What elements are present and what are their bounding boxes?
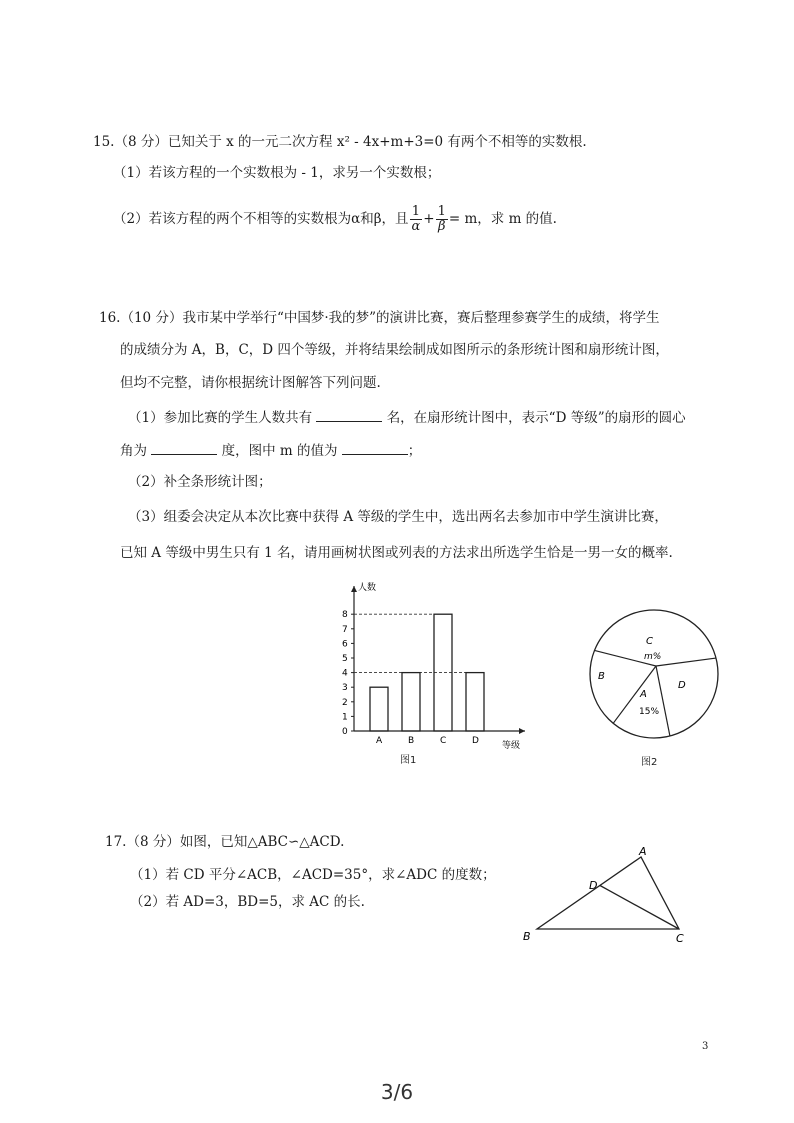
q15-plus: + (423, 211, 435, 227)
q15-part2-pre: （2）若该方程的两个不相等的实数根为α和β，且 (113, 211, 409, 227)
q16-part2: （2）补全条形统计图； (128, 474, 272, 490)
y-tick-label: 1 (342, 712, 348, 723)
bar-chart-title: 图1 (400, 755, 417, 766)
x-axis-label: 等级 (502, 741, 521, 751)
q16-line3: 但均不完整，请你根据统计图解答下列问题. (120, 375, 381, 391)
pie-label-A: A (640, 689, 647, 700)
answer-blank-m[interactable] (342, 440, 408, 455)
q15-frac-beta (436, 205, 448, 234)
y-tick-label: 0 (342, 727, 348, 737)
q16-line2: 的成绩分为 A，B，C，D 四个等级，并将结果绘制成如图所示的条形统计图和扇形统计图， (120, 342, 669, 358)
bar-chart (330, 578, 540, 758)
y-tick-label: 2 (342, 697, 348, 708)
q15-frac1-num: 1 (410, 205, 423, 220)
q16-part1-text-e: ； (407, 443, 422, 459)
bar-D (466, 673, 484, 731)
y-tick-label: 6 (342, 639, 348, 650)
x-axis-arrow (519, 728, 525, 734)
q15-frac-alpha (410, 205, 423, 234)
q15-frac1-den: α (411, 219, 421, 234)
q17-part2: （2）若 AD=3，BD=5，求 AC 的长. (130, 894, 365, 910)
label-d: D (589, 879, 598, 892)
y-tick-label: 7 (342, 624, 348, 635)
page-number: 3 (702, 1041, 709, 1052)
answer-blank-total[interactable] (316, 407, 382, 422)
y-axis-label: 人数 (358, 583, 377, 593)
q15-part1: （1）若该方程的一个实数根为 - 1，求另一个实数根； (113, 165, 441, 181)
x-tick-label: A (376, 736, 383, 746)
bar-A (370, 687, 388, 731)
q16-part1-text-d: 度，图中 m 的值为 (221, 443, 338, 459)
pie-outline (590, 610, 718, 738)
pie-chart-title: 图2 (641, 757, 658, 768)
q15-part2-post: = m，求 m 的值. (448, 211, 557, 227)
q15-frac2-den: β (437, 219, 446, 234)
pie-label-C: C (646, 636, 653, 647)
pie-chart (584, 604, 724, 744)
q16-part1-text-c: 角为 (120, 443, 147, 459)
y-axis-arrow (351, 586, 357, 592)
q16-head: 16.（10 分）我市某中学举行“中国梦·我的梦”的演讲比赛，赛后整理参赛学生的成绩，将学生 (99, 310, 660, 326)
x-tick-label: B (408, 736, 415, 746)
label-c: C (676, 932, 684, 945)
pie-value-C: m% (644, 652, 662, 662)
page-footer: 3/6 (380, 1080, 414, 1104)
q17-part1: （1）若 CD 平分∠ACB，∠ACD=35°，求∠ADC 的度数； (130, 867, 496, 883)
q15-frac2-num: 1 (437, 204, 446, 219)
triangle-abc (537, 857, 679, 929)
y-tick-label: 3 (342, 683, 348, 694)
pie-value-A: 15% (639, 707, 660, 717)
answer-blank-angle[interactable] (151, 440, 217, 455)
pie-slice-edge-A (656, 666, 670, 736)
pie-label-B: B (598, 671, 605, 682)
triangle-figure (515, 845, 705, 955)
pie-label-D: D (678, 680, 686, 691)
q15-part2 (113, 201, 557, 237)
q16-part3: （3）组委会决定从本次比赛中获得 A 等级的学生中，选出两名去参加市中学生演讲比赛， (128, 509, 668, 525)
q16-part1 (128, 407, 686, 427)
q16-part1-text-a: （1）参加比赛的学生人数共有 (128, 410, 313, 426)
q16-part1-text-b: 名，在扇形统计图中，表示“D 等级”的扇形的圆心 (386, 410, 686, 426)
y-tick-label: 5 (342, 654, 348, 664)
label-a: A (639, 845, 647, 858)
y-tick-label: 4 (342, 668, 348, 679)
q16-part1-cont (120, 440, 421, 460)
x-tick-label: C (440, 736, 447, 746)
q15-head: 15.（8 分）已知关于 x 的一元二次方程 x² - 4x+m+3=0 有两个不相等的实数根. (93, 134, 587, 150)
q16-part3-cont: 已知 A 等级中男生只有 1 名，请用画树状图或列表的方法求出所选学生恰是一男一女的概率. (120, 545, 673, 561)
y-tick-label: 8 (342, 610, 348, 621)
q17-head: 17.（8 分）如图，已知△ABC∽△ACD. (105, 834, 345, 850)
x-tick-label: D (472, 736, 479, 746)
pie-slice-edge-B (656, 658, 716, 666)
bar-B (402, 673, 420, 731)
label-b: B (523, 930, 531, 943)
